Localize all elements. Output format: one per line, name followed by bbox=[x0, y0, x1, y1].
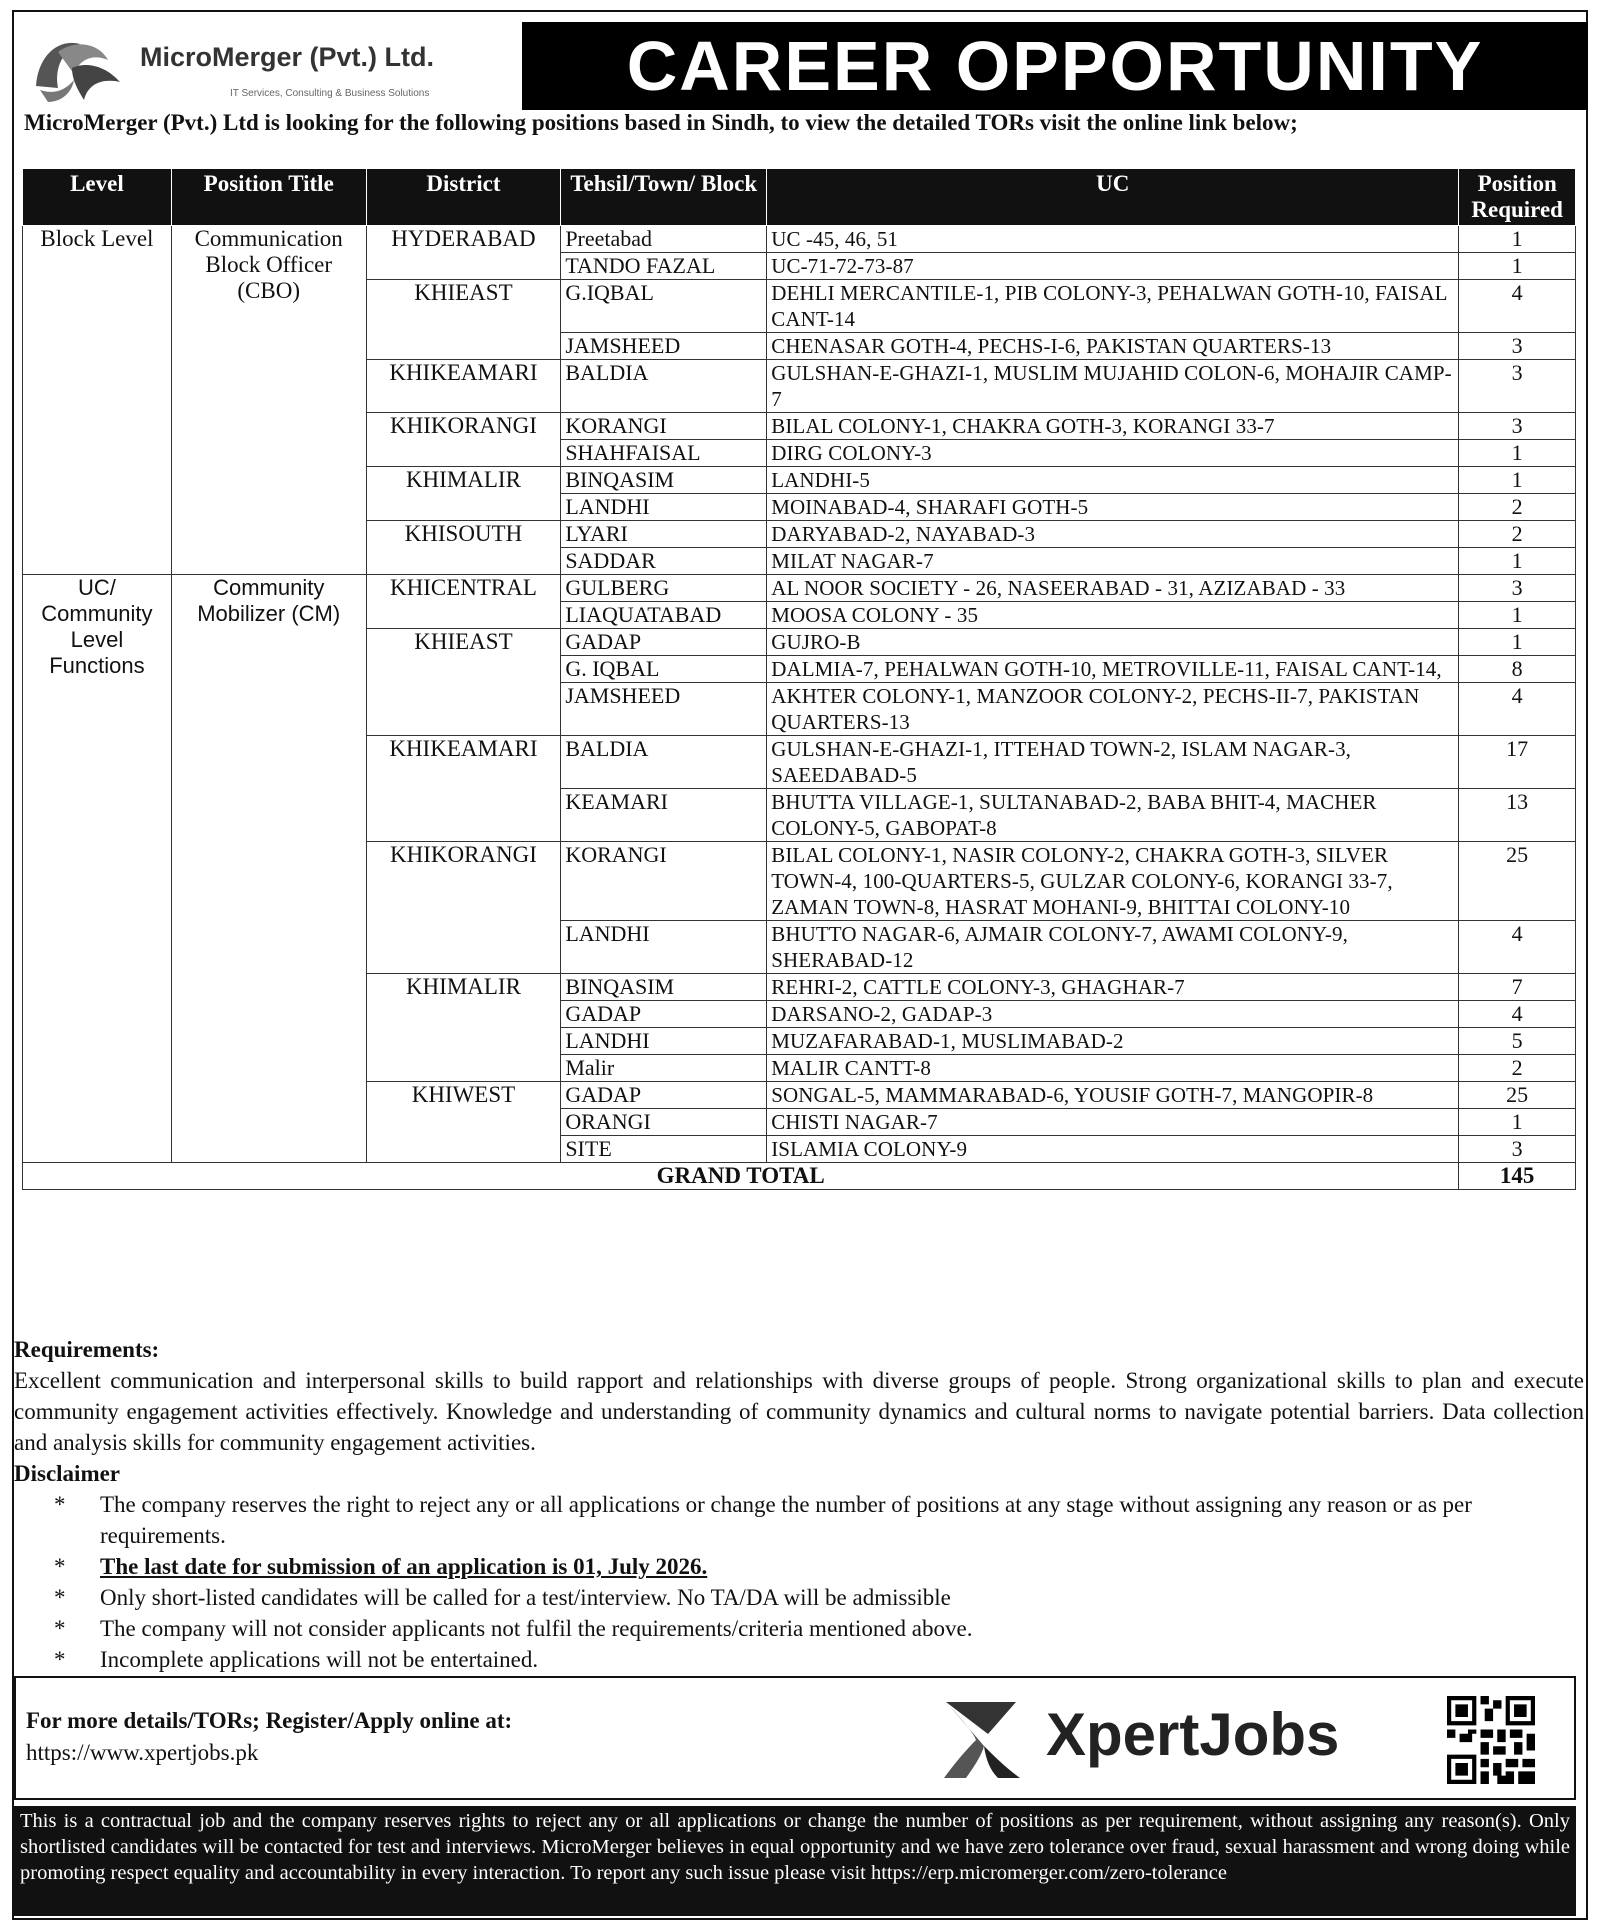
uc-cell: DEHLI MERCANTILE-1, PIB COLONY-3, PEHALWAN GOTH-10, FAISAL CANT-14 bbox=[767, 280, 1459, 333]
uc-cell: MILAT NAGAR-7 bbox=[767, 548, 1459, 575]
uc-cell: BILAL COLONY-1, NASIR COLONY-2, CHAKRA GOTH-3, SILVER TOWN-4, 100-QUARTERS-5, GULZAR COLONY-6, KORANGI 33-7, ZAMAN TOWN-8, HASRAT MOHANI-9, BHITTAI COLONY-10 bbox=[767, 842, 1459, 921]
position-required-cell: 1 bbox=[1459, 602, 1576, 629]
tehsil-cell: GADAP bbox=[561, 1001, 767, 1028]
header-district: District bbox=[366, 169, 561, 226]
uc-cell: CHENASAR GOTH-4, PECHS-I-6, PAKISTAN QUARTERS-13 bbox=[767, 333, 1459, 360]
position-required-cell: 1 bbox=[1459, 548, 1576, 575]
apply-link[interactable]: https://www.xpertjobs.pk bbox=[26, 1740, 259, 1765]
district-cell: KHIMALIR bbox=[366, 974, 561, 1082]
uc-cell: DARYABAD-2, NAYABAD-3 bbox=[767, 521, 1459, 548]
uc-cell: MALIR CANTT-8 bbox=[767, 1055, 1459, 1082]
district-cell: KHIWEST bbox=[366, 1082, 561, 1163]
tehsil-cell: Malir bbox=[561, 1055, 767, 1082]
position-required-cell: 1 bbox=[1459, 226, 1576, 253]
uc-cell: UC -45, 46, 51 bbox=[767, 226, 1459, 253]
uc-cell: MOINABAD-4, SHARAFI GOTH-5 bbox=[767, 494, 1459, 521]
company-name: MicroMerger (Pvt.) Ltd. bbox=[140, 42, 435, 72]
apply-label: For more details/TORs; Register/Apply online at: bbox=[26, 1708, 513, 1733]
position-required-cell: 2 bbox=[1459, 494, 1576, 521]
list-item: * The last date for submission of an application is 01, July 2026. bbox=[54, 1554, 708, 1579]
position-required-cell: 1 bbox=[1459, 629, 1576, 656]
tehsil-cell: KORANGI bbox=[561, 842, 767, 921]
intro-text: MicroMerger (Pvt.) Ltd is looking for the following positions based in Sindh, to view the detailed TORs visit the online link below; bbox=[24, 110, 1298, 135]
tehsil-cell: GULBERG bbox=[561, 575, 767, 602]
grand-total-row bbox=[23, 1163, 1576, 1190]
uc-cell: GULSHAN-E-GHAZI-1, ITTEHAD TOWN-2, ISLAM NAGAR-3, SAEEDABAD-5 bbox=[767, 736, 1459, 789]
tehsil-cell: G.IQBAL bbox=[561, 280, 767, 333]
position-required-cell: 4 bbox=[1459, 280, 1576, 333]
district-cell: KHIKORANGI bbox=[366, 413, 561, 467]
tehsil-cell: BINQASIM bbox=[561, 974, 767, 1001]
tehsil-cell: SHAHFAISAL bbox=[561, 440, 767, 467]
position-required-cell: 4 bbox=[1459, 1001, 1576, 1028]
disclaimer-list bbox=[14, 1489, 1584, 1675]
tehsil-cell: G. IQBAL bbox=[561, 656, 767, 683]
xpertjobs-logo-icon bbox=[936, 1694, 1026, 1784]
uc-cell: AKHTER COLONY-1, MANZOOR COLONY-2, PECHS-II-7, PAKISTAN QUARTERS-13 bbox=[767, 683, 1459, 736]
district-cell: KHIMALIR bbox=[366, 467, 561, 521]
position-required-cell: 4 bbox=[1459, 683, 1576, 736]
position-required-cell: 3 bbox=[1459, 1136, 1576, 1163]
requirements-text: Excellent communication and interpersonal skills to build rapport and relationships with diverse groups of people. Strong organizational skills to plan and execute community engagement activities effectively. Knowledge and understanding of community dynamics and cultural norms to navigate potential barriers. Data collection and analysis skills for community engagement activities. bbox=[14, 1368, 1584, 1455]
district-cell: KHIEAST bbox=[366, 280, 561, 360]
level-cell: Block Level bbox=[23, 226, 172, 575]
header-tehsil: Tehsil/Town/ Block bbox=[561, 169, 767, 226]
list-item: * The company will not consider applicants not fulfil the requirements/criteria mentioned above. bbox=[54, 1616, 973, 1641]
uc-cell: UC-71-72-73-87 bbox=[767, 253, 1459, 280]
tehsil-cell: LANDHI bbox=[561, 921, 767, 974]
tehsil-cell: LANDHI bbox=[561, 494, 767, 521]
requirements-heading: Requirements: bbox=[14, 1337, 160, 1362]
tehsil-cell: KEAMARI bbox=[561, 789, 767, 842]
tehsil-cell: JAMSHEED bbox=[561, 683, 767, 736]
position-required-cell: 1 bbox=[1459, 440, 1576, 467]
uc-cell: MUZAFARABAD-1, MUSLIMABAD-2 bbox=[767, 1028, 1459, 1055]
list-item: * Incomplete applications will not be entertained. bbox=[54, 1647, 539, 1672]
tehsil-cell: BINQASIM bbox=[561, 467, 767, 494]
list-item: * The company reserves the right to reject any or all applications or change the number of positions at any stage without assigning any reason or as per requirements. bbox=[54, 1492, 1472, 1548]
grand-total-label: GRAND TOTAL bbox=[23, 1163, 1459, 1190]
uc-cell: BHUTTA VILLAGE-1, SULTANABAD-2, BABA BHIT-4, MACHER COLONY-5, GABOPAT-8 bbox=[767, 789, 1459, 842]
position-required-cell: 17 bbox=[1459, 736, 1576, 789]
uc-cell: LANDHI-5 bbox=[767, 467, 1459, 494]
tehsil-cell: LYARI bbox=[561, 521, 767, 548]
level-cell: UC/ Community Level Functions bbox=[23, 575, 172, 1163]
last-date-notice: The last date for submission of an application is 01, July 2026. bbox=[100, 1554, 708, 1579]
district-cell: KHICENTRAL bbox=[366, 575, 561, 629]
header bbox=[12, 12, 1588, 110]
position-required-cell: 1 bbox=[1459, 253, 1576, 280]
uc-cell: BILAL COLONY-1, CHAKRA GOTH-3, KORANGI 33-7 bbox=[767, 413, 1459, 440]
position-required-cell: 3 bbox=[1459, 575, 1576, 602]
tehsil-cell: SADDAR bbox=[561, 548, 767, 575]
uc-cell: GULSHAN-E-GHAZI-1, MUSLIM MUJAHID COLON-6, MOHAJIR CAMP-7 bbox=[767, 360, 1459, 413]
position-required-cell: 1 bbox=[1459, 1109, 1576, 1136]
uc-cell: DIRG COLONY-3 bbox=[767, 440, 1459, 467]
requirements-section bbox=[14, 1334, 1584, 1675]
company-tagline: IT Services, Consulting & Business Solutions bbox=[230, 88, 430, 99]
district-cell: KHIEAST bbox=[366, 629, 561, 736]
company-logo bbox=[20, 20, 500, 110]
contract-notice: This is a contractual job and the company reserves rights to reject any or all applications or change the number of positions as per requirement, without assigning any reason(s). Only shortlisted candidates will be contacted for test and interviews. MicroMerger believes in equal opportunity and we have zero tolerance over fraud, sexual harassment and wrong doing while promoting respect equality and accountability in every interaction. To report any such issue please visit https://erp.micromerger.com/zero-tolerance bbox=[14, 1806, 1576, 1916]
table-header-row bbox=[23, 169, 1576, 226]
uc-cell: ISLAMIA COLONY-9 bbox=[767, 1136, 1459, 1163]
uc-cell: SONGAL-5, MAMMARABAD-6, YOUSIF GOTH-7, MANGOPIR-8 bbox=[767, 1082, 1459, 1109]
uc-cell: CHISTI NAGAR-7 bbox=[767, 1109, 1459, 1136]
uc-cell: DALMIA-7, PEHALWAN GOTH-10, METROVILLE-11, FAISAL CANT-14, bbox=[767, 656, 1459, 683]
district-cell: HYDERABAD bbox=[366, 226, 561, 280]
position-required-cell: 2 bbox=[1459, 1055, 1576, 1082]
tehsil-cell: LIAQUATABAD bbox=[561, 602, 767, 629]
position-required-cell: 3 bbox=[1459, 360, 1576, 413]
header-position-required: Position Required bbox=[1459, 169, 1576, 226]
apply-box bbox=[14, 1676, 1576, 1800]
qr-code-icon[interactable] bbox=[1446, 1696, 1536, 1784]
position-required-cell: 25 bbox=[1459, 842, 1576, 921]
tehsil-cell: KORANGI bbox=[561, 413, 767, 440]
uc-cell: MOOSA COLONY - 35 bbox=[767, 602, 1459, 629]
district-cell: KHIKEAMARI bbox=[366, 360, 561, 413]
positions-table bbox=[22, 168, 1576, 1190]
title-banner bbox=[522, 22, 1588, 110]
table-row bbox=[23, 226, 1576, 253]
list-item: * Only short-listed candidates will be called for a test/interview. No TA/DA will be admissible bbox=[54, 1585, 951, 1610]
position-required-cell: 3 bbox=[1459, 413, 1576, 440]
page-title: CAREER OPPORTUNITY bbox=[626, 27, 1484, 105]
tehsil-cell: Preetabad bbox=[561, 226, 767, 253]
tehsil-cell: JAMSHEED bbox=[561, 333, 767, 360]
district-cell: KHIKORANGI bbox=[366, 842, 561, 974]
table-body bbox=[23, 226, 1576, 1190]
micromerger-logo-icon bbox=[28, 30, 128, 106]
tehsil-cell: TANDO FAZAL bbox=[561, 253, 767, 280]
uc-cell: REHRI-2, CATTLE COLONY-3, GHAGHAR-7 bbox=[767, 974, 1459, 1001]
tehsil-cell: GADAP bbox=[561, 1082, 767, 1109]
uc-cell: AL NOOR SOCIETY - 26, NASEERABAD - 31, AZIZABAD - 33 bbox=[767, 575, 1459, 602]
position-required-cell: 7 bbox=[1459, 974, 1576, 1001]
position-required-cell: 5 bbox=[1459, 1028, 1576, 1055]
position-required-cell: 1 bbox=[1459, 467, 1576, 494]
position-required-cell: 4 bbox=[1459, 921, 1576, 974]
position-title-cell: Community Mobilizer (CM) bbox=[171, 575, 366, 1163]
grand-total-value: 145 bbox=[1459, 1163, 1576, 1190]
position-required-cell: 13 bbox=[1459, 789, 1576, 842]
disclaimer-heading: Disclaimer bbox=[14, 1461, 121, 1486]
tehsil-cell: LANDHI bbox=[561, 1028, 767, 1055]
uc-cell: DARSANO-2, GADAP-3 bbox=[767, 1001, 1459, 1028]
header-level: Level bbox=[23, 169, 172, 226]
tehsil-cell: SITE bbox=[561, 1136, 767, 1163]
district-cell: KHISOUTH bbox=[366, 521, 561, 575]
tehsil-cell: BALDIA bbox=[561, 360, 767, 413]
position-title-cell: Communication Block Officer (CBO) bbox=[171, 226, 366, 575]
position-required-cell: 3 bbox=[1459, 333, 1576, 360]
uc-cell: GUJRO-B bbox=[767, 629, 1459, 656]
position-required-cell: 2 bbox=[1459, 521, 1576, 548]
tehsil-cell: ORANGI bbox=[561, 1109, 767, 1136]
position-required-cell: 25 bbox=[1459, 1082, 1576, 1109]
xpertjobs-brand: XpertJobs bbox=[1046, 1701, 1340, 1768]
header-position-title: Position Title bbox=[171, 169, 366, 226]
district-cell: KHIKEAMARI bbox=[366, 736, 561, 842]
position-required-cell: 8 bbox=[1459, 656, 1576, 683]
tehsil-cell: GADAP bbox=[561, 629, 767, 656]
uc-cell: BHUTTO NAGAR-6, AJMAIR COLONY-7, AWAMI COLONY-9, SHERABAD-12 bbox=[767, 921, 1459, 974]
table-row bbox=[23, 575, 1576, 602]
tehsil-cell: BALDIA bbox=[561, 736, 767, 789]
header-uc: UC bbox=[767, 169, 1459, 226]
